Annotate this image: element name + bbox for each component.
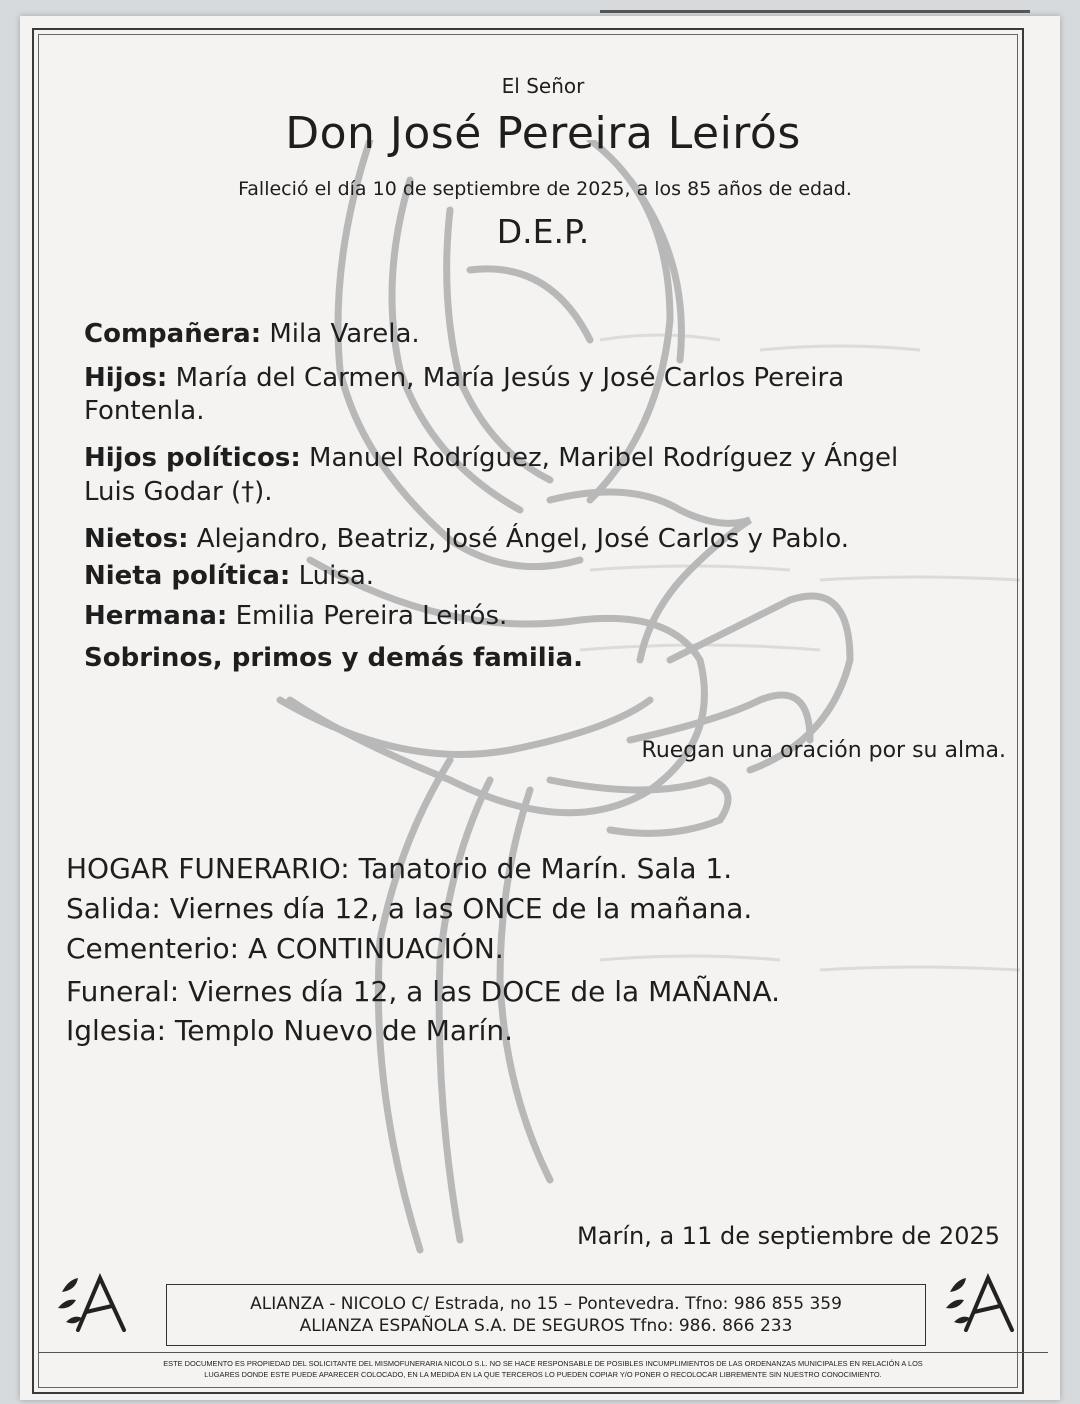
deceased-name: Don José Pereira Leirós	[285, 108, 801, 159]
family-entry: Nietos: Alejandro, Beatriz, José Ángel, José Carlos y Pablo.	[84, 524, 850, 554]
service-line: HOGAR FUNERARIO: Tanatorio de Marín. Sala 1.	[66, 852, 733, 885]
family-entry: Compañera: Mila Varela.	[84, 319, 420, 349]
funeral-home-box	[166, 1284, 926, 1346]
alianza-logo-icon	[940, 1272, 1022, 1334]
prayer-request: Ruegan una oración por su alma.	[641, 738, 1006, 763]
dep-abbreviation: D.E.P.	[496, 212, 590, 251]
service-line: Iglesia: Templo Nuevo de Marín.	[66, 1014, 514, 1047]
alianza-logo-icon	[52, 1272, 134, 1334]
service-line: Funeral: Viernes día 12, a las DOCE de la MAÑANA.	[66, 975, 781, 1008]
death-notice-line: Falleció el día 10 de septiembre de 2025, a los 85 años de edad.	[238, 178, 852, 200]
service-line: Salida: Viernes día 12, a las ONCE de la mañana.	[66, 892, 753, 925]
family-entry: Hermana: Emilia Pereira Leirós.	[84, 601, 508, 631]
insurance-line: ALIANZA ESPAÑOLA S.A. DE SEGUROS Tfno: 986. 866 233	[299, 1316, 793, 1336]
honorific: El Señor	[501, 74, 585, 98]
service-line: Cementerio: A CONTINUACIÓN.	[66, 932, 504, 965]
top-rule	[600, 10, 1030, 13]
funeral-home-line: ALIANZA - NICOLO C/ Estrada, no 15 – Pontevedra. Tfno: 986 855 359	[250, 1294, 842, 1314]
legal-disclaimer: ESTE DOCUMENTO ES PROPIEDAD DEL SOLICITANTE DEL MISMOFUNERARIA NICOLO S.L. NO SE HACE RESPONSABLE DE POSIBLES INCUMPLIMIENTOS DE LAS ORDENANZAS MUNICIPALES EN RELACIÓN A LOS LUGARES DONDE ESTE PUEDE APARECER COLOCADO, EN LA MEDIDA EN LA QUE TERCEROS LO PUEDEN COPIAR Y/O PONER O RECOLOCAR LIBREMENTE SIN NUESTRO CONOCIMIENTO.	[38, 1352, 1048, 1386]
family-entry-continuation: Fontenla.	[84, 396, 205, 426]
family-entry: Nieta política: Luisa.	[84, 561, 375, 591]
family-entry: Hijos políticos: Manuel Rodríguez, Maribel Rodríguez y Ángel	[84, 443, 899, 473]
family-entry-continuation: Luis Godar (†).	[84, 477, 273, 507]
family-entry: Hijos: María del Carmen, María Jesús y José Carlos Pereira	[84, 363, 845, 393]
place-and-date: Marín, a 11 de septiembre de 2025	[577, 1222, 1000, 1250]
family-entry: Sobrinos, primos y demás familia.	[84, 643, 584, 673]
